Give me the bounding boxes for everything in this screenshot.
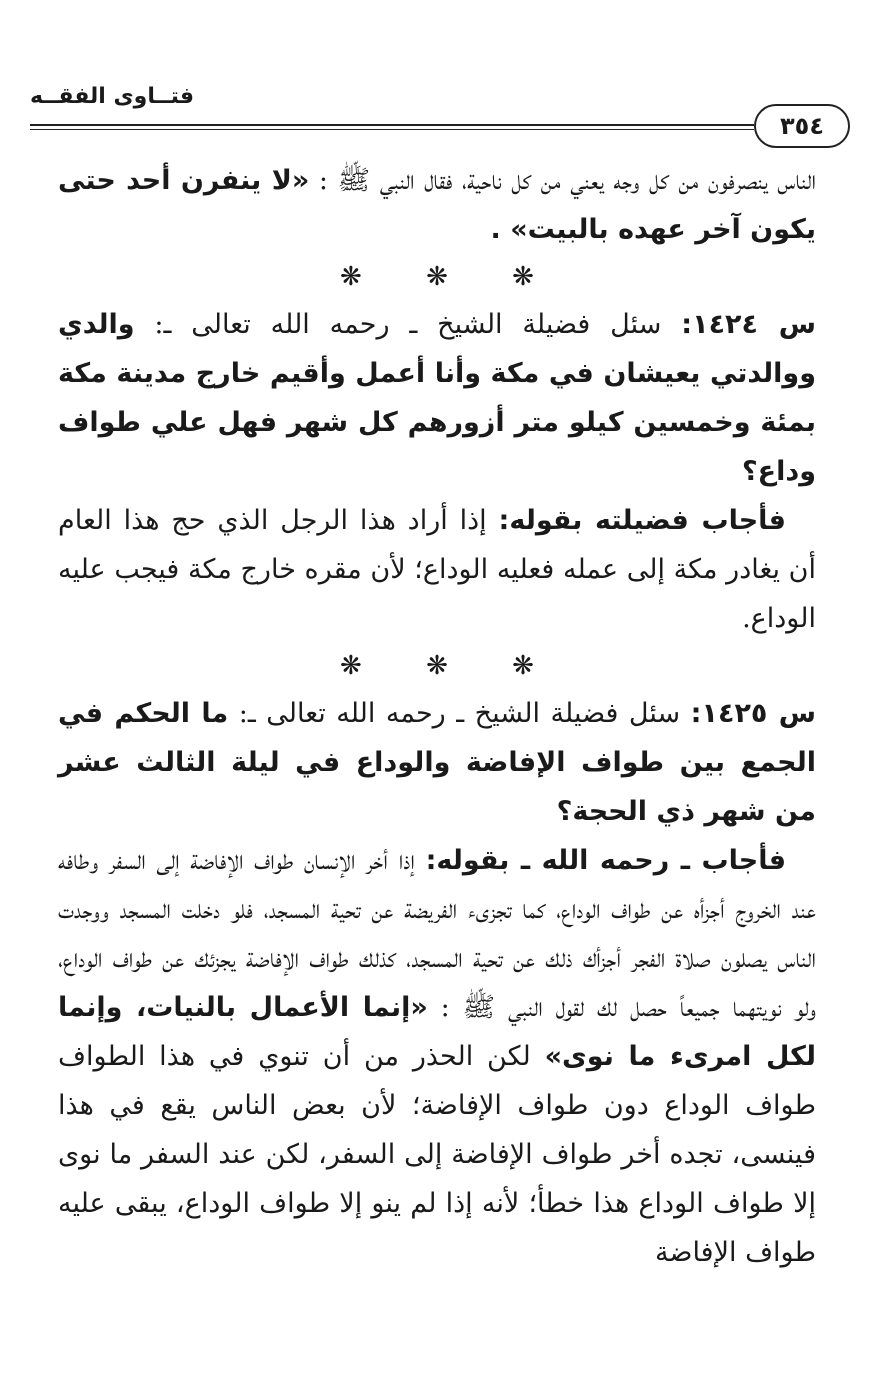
question-intro: سئل فضيلة الشيخ ـ رحمه الله تعالى ـ: (154, 309, 662, 340)
question-text: والدي ووالدتي يعيشان في مكة وأنا أعمل وأقيم خارج مدينة مكة بمئة وخمسين كيلو متر أزورهم كل شهر فهل علي طواف وداع؟ (58, 309, 816, 487)
intro-hadith: «لا ينفرن أحد حتى يكون آخر عهده بالبيت» . (58, 165, 816, 245)
answer-label: فأجاب ـ رحمه الله ـ بقوله: (425, 845, 787, 876)
section-separator: ❋ ❋ ❋ (340, 262, 562, 292)
intro-paragraph (58, 156, 816, 254)
answer-hadith: «إنما الأعمال بالنيات، وإنما لكل امرىء ما نوى» (58, 992, 816, 1072)
question-1424 (58, 300, 816, 496)
answer-1424 (58, 496, 816, 643)
page-content (58, 156, 816, 1277)
question-number: س ١٤٢٥: (690, 698, 816, 729)
answer-1425 (58, 836, 816, 1277)
intro-line: الناس ينصرفون من كل وجه يعني من كل ناحية، فقال النبي ﷺ : (318, 165, 816, 196)
book-title: فتــاوى الفقــه (30, 84, 195, 109)
answer-label: فأجاب فضيلته بقوله: (498, 505, 786, 536)
question-1425 (58, 689, 816, 836)
answer-text: إذا أراد هذا الرجل الذي حج هذا العام أن يغادر مكة إلى عمله فعليه الوداع؛ لأن مقره خارج مكة فيجب عليه الوداع. (58, 505, 816, 634)
question-number: س ١٤٢٤: (681, 309, 816, 340)
question-intro: سئل فضيلة الشيخ ـ رحمه الله تعالى ـ: (238, 698, 681, 729)
page-header (30, 84, 850, 144)
answer-text-part1: إذا أخر الإنسان طواف الإفاضة إلى السفر وطافه عند الخروج أجزأه عن طواف الوداع، كما تجزىء الفريضة عن تحية المسجد، فلو دخلت المسجد ووجدت الناس يصلون صلاة الفجر أجزأك ذلك عن تحية المسجد، كذلك طواف الإفاضة يجزئك عن طواف الوداع، ولو نويتهما جميعاً حصل لك لقول النبي ﷺ : (58, 845, 816, 1023)
answer-text-part2: لكن الحذر من أن تنوي في هذا الطواف طواف الوداع دون طواف الإفاضة؛ لأن بعض الناس يقع في هذا فينسى، تجده أخر طواف الإفاضة إلى السفر، لكن عند السفر ما نوى إلا طواف الوداع هذا خطأ؛ لأنه إذا لم ينو إلا طواف الوداع، يبقى عليه طواف الإفاضة (58, 1041, 816, 1268)
question-text: ما الحكم في الجمع بين طواف الإفاضة والوداع في ليلة الثالث عشر من شهر ذي الحجة؟ (58, 698, 816, 827)
header-rule (30, 124, 754, 130)
page-number: ٣٥٤ (754, 104, 850, 148)
section-separator: ❋ ❋ ❋ (340, 651, 562, 681)
